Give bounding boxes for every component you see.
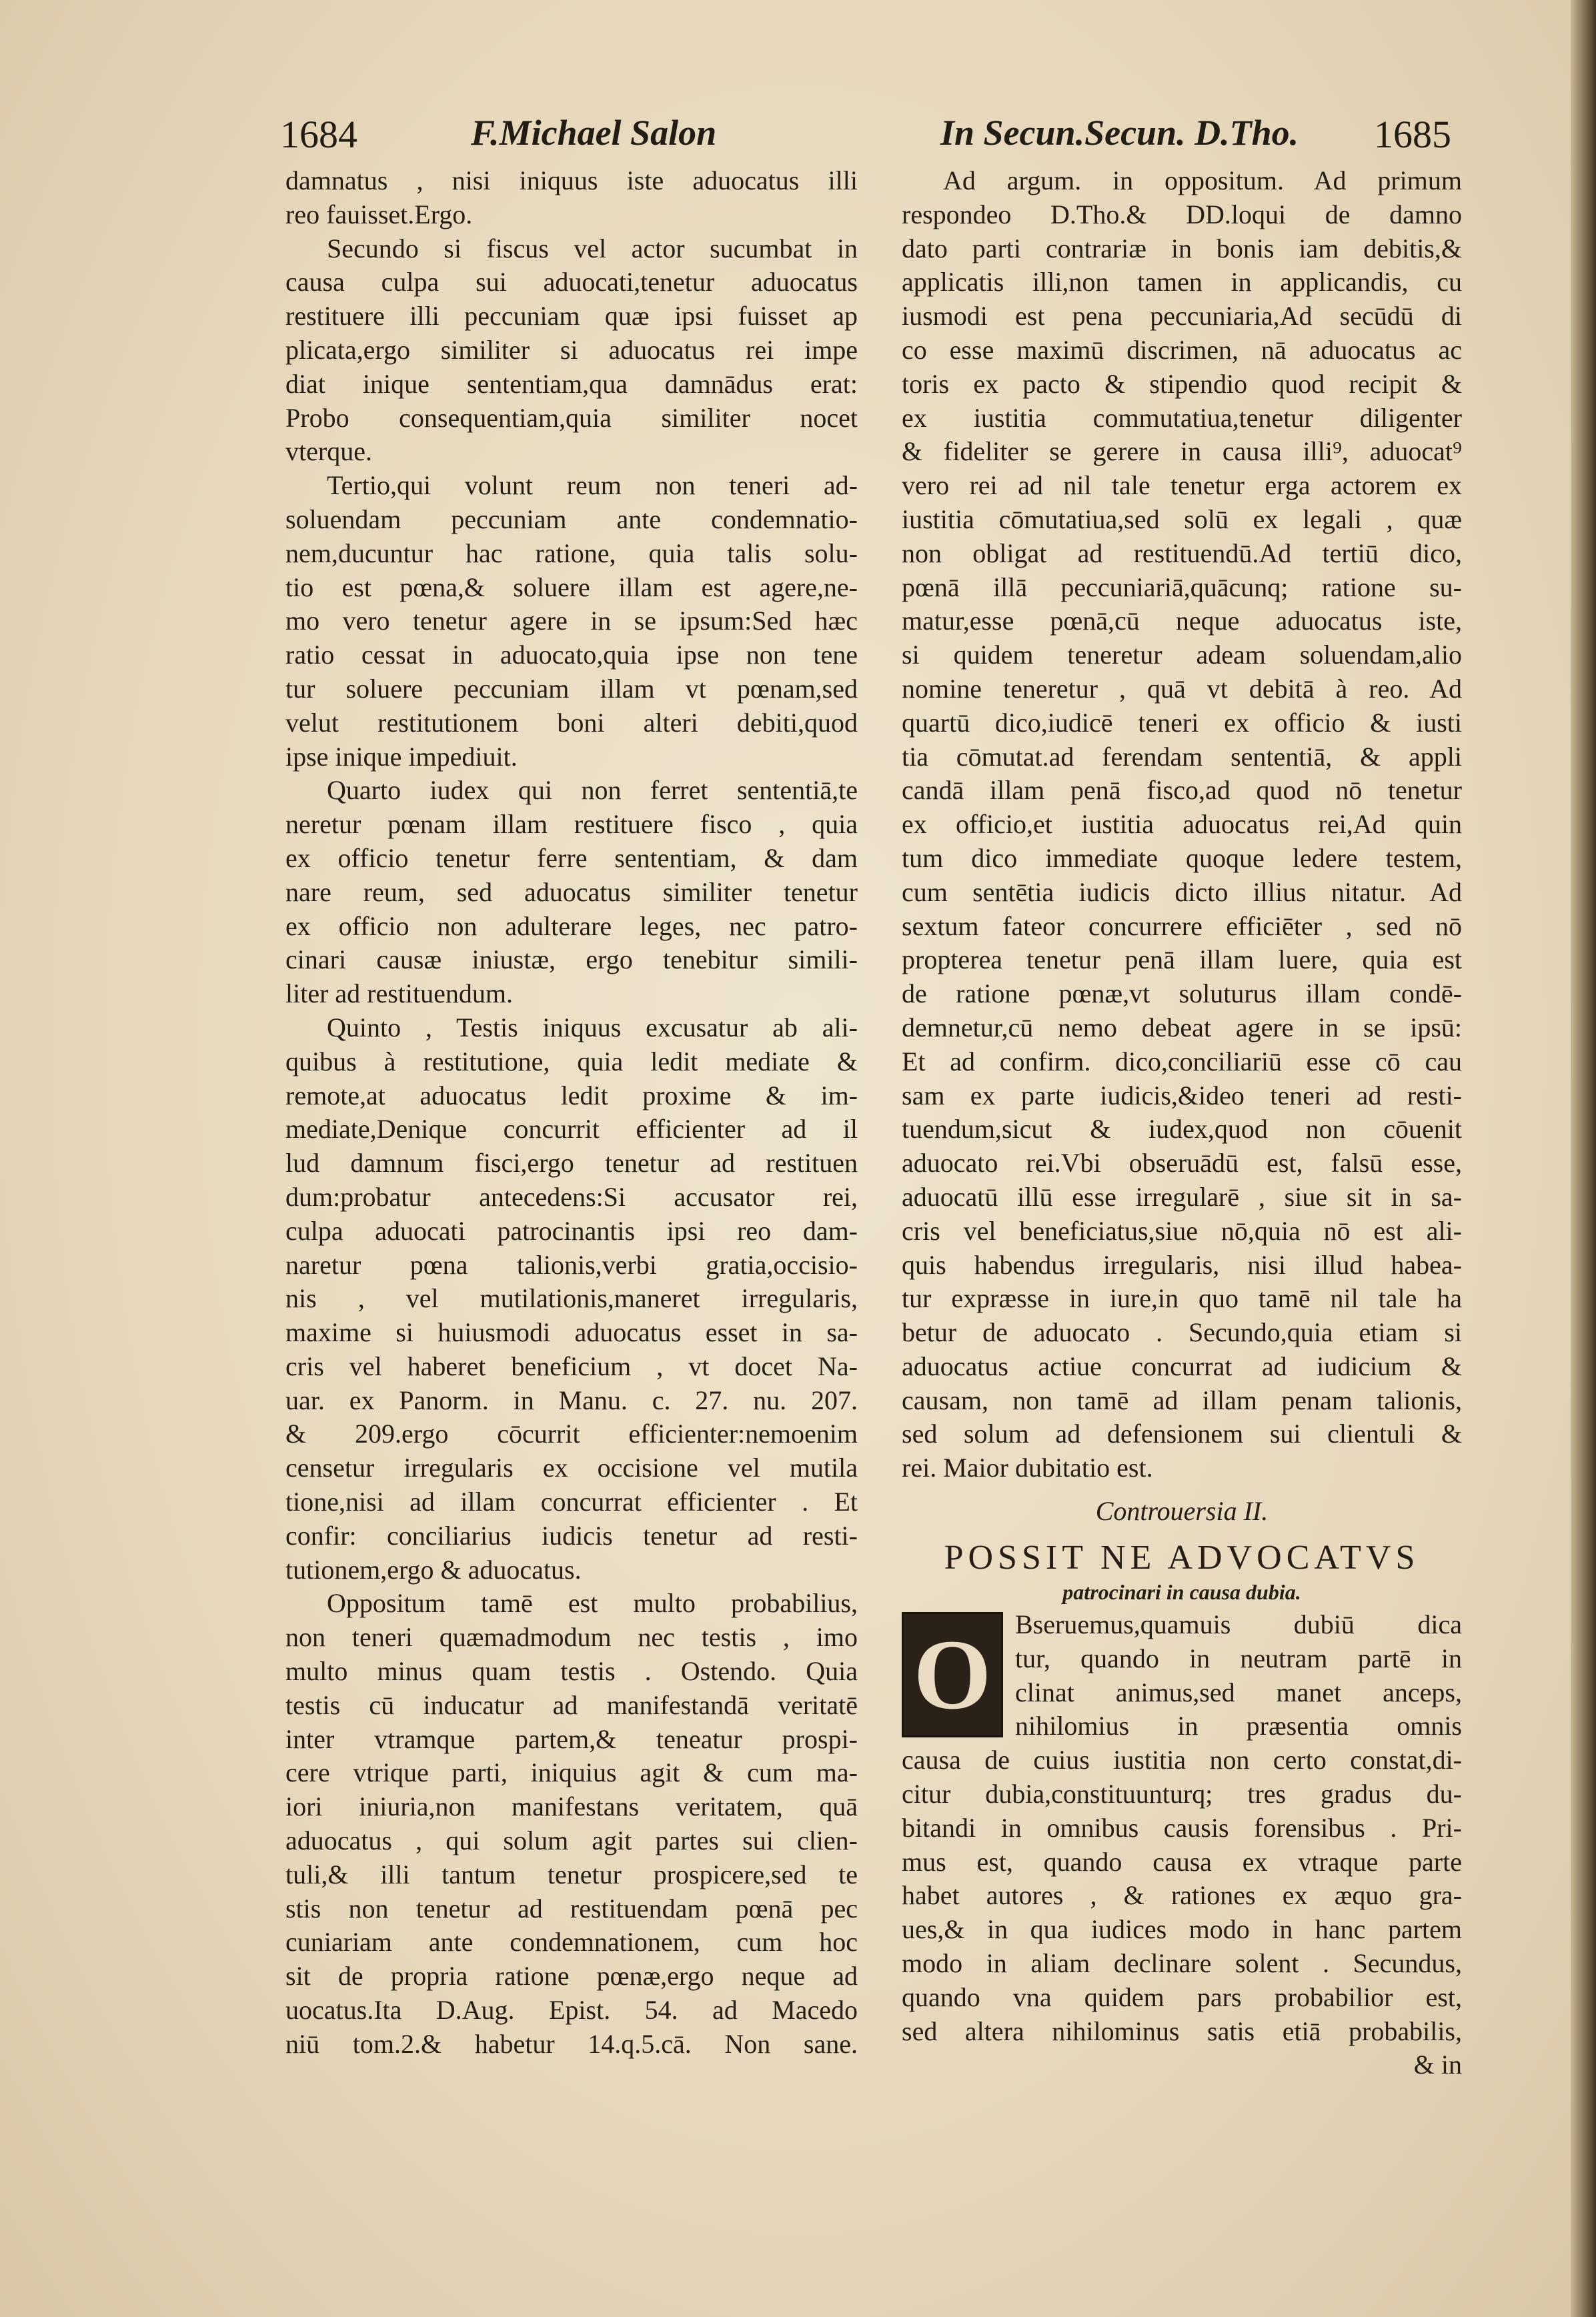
text-line: ratio cessat in aduocato,quia ipse non tene [285, 640, 858, 670]
text-line: culpa aduocati patrocinantis ipsi reo dam- [285, 1215, 858, 1246]
text-line: cuniariam ante condemnationem, cum hoc [285, 1927, 858, 1958]
text-line: tutionem,ergo & aduocatus. [285, 1554, 582, 1585]
text-line: lud damnum fisci,ergo tenetur ad restituen [285, 1148, 858, 1179]
text-line: uocatus.Ita D.Aug. Epist. 54. ad Macedo [285, 1995, 858, 2026]
text-line: causa de cuius iustitia non certo constat,di- [902, 1745, 1462, 1775]
text-line: Oppositum tamē est multo probabilius, [327, 1588, 858, 1619]
text-line: quibus à restitutione, quia ledit mediate & [285, 1046, 858, 1076]
text-line: applicatis illi,non tamen in applicandis, cu [902, 267, 1462, 297]
text-line: si quidem teneretur adeam soluendam,alio [902, 640, 1462, 670]
text-line: plicata,ergo similiter si aduocatus rei impe [285, 334, 858, 365]
text-line: ex officio non adulterare leges, nec patro- [285, 910, 858, 941]
right-column-text-a [902, 164, 1462, 1485]
text-line: sam ex parte iudicis,&ideo teneri ad resti- [902, 1080, 1462, 1110]
text-line: iusmodi est pena peccuniaria,Ad secūdū di [902, 301, 1462, 331]
text-line: remote,at aduocatus ledit proxime & im- [285, 1080, 858, 1110]
text-line: modo in aliam declinare solent . Secundus, [902, 1948, 1462, 1979]
text-line: betur de aduocato . Secundo,quia etiam si [902, 1317, 1462, 1348]
text-line: co esse maximū discrimen, nā aduocatus ac [902, 334, 1462, 365]
text-line: Bseruemus,quamuis dubiū dica [1015, 1609, 1462, 1640]
initial-letter: O [913, 1619, 992, 1731]
text-line: mediate,Denique concurrit efficienter ad il [285, 1114, 858, 1144]
text-line: toris ex pacto & stipendio quod recipit & [902, 368, 1462, 399]
text-line: habet autores , & rationes ex æquo gra- [902, 1880, 1462, 1911]
controversia-label: Controuersia II. [1095, 1496, 1269, 1527]
decorated-initial-paragraph [902, 1608, 1462, 1743]
text-line: reo fauisset.Ergo. [285, 199, 473, 229]
text-line: sit de propria ratione pœnæ,ergo neque ad [285, 1961, 858, 1992]
text-line: tio est pœna,& soluere illam est agere,ne- [285, 572, 858, 602]
section-subtitle: patrocinari in causa dubia. [1062, 1580, 1301, 1605]
text-line: non teneri quæmadmodum nec testis , imo [285, 1622, 858, 1653]
text-line: mo vero tenetur agere in se ipsum:Sed hæc [285, 606, 858, 636]
text-line: clinat animus,sed manet anceps, [1015, 1677, 1462, 1707]
text-line: tuli,& illi tantum tenetur prospicere,sed te [285, 1859, 858, 1889]
right-running-head: In Secun.Secun. D.Tho. [940, 113, 1299, 153]
text-line: non obligat ad restituendū.Ad tertiū dico, [902, 538, 1462, 568]
text-line: ex iustitia commutatiua,tenetur diligenter [902, 402, 1462, 433]
text-line: de ratione pœnæ,vt soluturus illam condē- [902, 978, 1462, 1009]
text-line: respondeo D.Tho.& DD.loqui de damno [902, 199, 1462, 229]
text-line: maxime si huiusmodi aduocatus esset in sa- [285, 1317, 858, 1348]
text-line: multo minus quam testis . Ostendo. Quia [285, 1656, 858, 1687]
text-line: causa culpa sui aduocati,tenetur aduocatus [285, 267, 858, 297]
text-line: sextum fateor concurrere efficiēter , sed nō [902, 910, 1462, 941]
text-line: tur expræsse in iure,in quo tamē nil tale ha [902, 1283, 1462, 1314]
text-line: cris vel haberet beneficium , vt docet Na- [285, 1351, 858, 1381]
text-line: dato parti contrariæ in bonis iam debitis,& [902, 233, 1462, 263]
text-line: neretur pœnam illam restituere fisco , quia [285, 809, 858, 840]
text-line: soluendam peccuniam ante condemnatio- [285, 504, 858, 534]
text-line: quando vna quidem pars probabilior est, [902, 1982, 1462, 2012]
text-line: aduocatus , qui solum agit partes sui clien- [285, 1825, 858, 1856]
catchword: & in [1413, 2050, 1462, 2080]
text-line: Secundo si fiscus vel actor sucumbat in [327, 233, 858, 263]
text-line: ex officio,et iustitia aduocatus rei,Ad quin [902, 809, 1462, 840]
text-line: inter vtramque partem,& teneatur prospi- [285, 1723, 858, 1754]
text-line: censetur irregularis ex occisione vel mutila [285, 1453, 858, 1483]
text-line: sed altera nihilominus satis etiā probabilis, [902, 2016, 1462, 2046]
right-folio-number: 1685 [1374, 113, 1451, 156]
text-line: stis non tenetur ad restituendam pœnā pec [285, 1893, 858, 1923]
text-line: cinari causæ iniustæ, ergo tenebitur simili- [285, 944, 858, 975]
text-line: propterea tenetur penā illam luere, quia est [902, 944, 1462, 975]
text-line: demnetur,cū nemo debeat agere in se ipsū: [902, 1012, 1462, 1042]
text-line: nis , vel mutilationis,maneret irregularis, [285, 1283, 858, 1314]
text-line: tur, quando in neutram partē in [1015, 1643, 1462, 1673]
text-line: cum sentētia iudicis dicto illius nitatur. Ad [902, 876, 1462, 907]
text-line: nihilomius in præsentia omnis [1015, 1711, 1462, 1741]
text-line: naretur pœna talionis,verbi gratia,occisio- [285, 1249, 858, 1280]
text-line: citur dubia,constituunturq; tres gradus du- [902, 1779, 1462, 1809]
text-line: tione,nisi ad illam concurrat efficienter . Et [285, 1487, 858, 1517]
text-line: matur,esse pœnā,cū neque aduocatus iste, [902, 606, 1462, 636]
text-line: nem,ducuntur hac ratione, quia talis solu- [285, 538, 858, 568]
text-line: niū tom.2.& habetur 14.q.5.cā. Non sane. [285, 2028, 858, 2059]
decorated-initial-o-icon [902, 1612, 1003, 1737]
text-line: vero rei ad nil tale tenetur erga actorem ex [902, 470, 1462, 501]
text-line: tia cōmutat.ad ferendam sententiā, & appli [902, 741, 1462, 772]
text-line: nomine teneretur , quā vt debitā à reo. Ad [902, 673, 1462, 704]
text-line: bitandi in omnibus causis forensibus . Pri- [902, 1812, 1462, 1843]
text-line: uar. ex Panorm. in Manu. c. 27. nu. 207. [285, 1385, 858, 1415]
text-line: causam, non tamē ad illam penam talionis, [902, 1385, 1462, 1415]
text-line: iustitia cōmutatiua,sed solū ex legali , quæ [902, 504, 1462, 534]
text-line: testis cū inducatur ad manifestandā veritatē [285, 1689, 858, 1720]
text-line: ues,& in qua iudices modo in hanc partem [902, 1914, 1462, 1945]
text-line: vterque. [285, 436, 372, 467]
text-line: ipse inique impediuit. [285, 741, 518, 772]
text-line: tuendum,sicut & iudex,quod non cōuenit [902, 1114, 1462, 1144]
text-line: aduocatū illū esse irregularē , siue sit in sa- [902, 1181, 1462, 1212]
text-line: nare reum, sed aduocatus similiter tenetur [285, 876, 858, 907]
text-line: aduocato rei.Vbi obseruādū est, falsū esse, [902, 1148, 1462, 1179]
text-line: Et ad confirm. dico,conciliariū esse cō cau [902, 1046, 1462, 1076]
text-line: sed solum ad defensionem sui clientuli & [902, 1419, 1462, 1449]
text-line: tum dico immediate quoque ledere testem, [902, 842, 1462, 873]
text-line: Probo consequentiam,quia similiter nocet [285, 402, 858, 433]
text-line: cere vtrique parti, iniquius agit & cum ma- [285, 1757, 858, 1788]
text-line: Ad argum. in oppositum. Ad primum [943, 165, 1462, 195]
right-column-text-b [902, 1743, 1462, 2048]
text-line: cris vel beneficiatus,siue nō,quia nō est ali- [902, 1215, 1462, 1246]
text-line: & fideliter se gerere in causa illi⁹, aduocat⁹ [902, 436, 1462, 467]
section-title: POSSIT NE ADVOCATVS [944, 1539, 1420, 1577]
text-line: tur soluere peccuniam illam vt pœnam,sed [285, 673, 858, 704]
text-line: confir: conciliarius iudicis tenetur ad resti- [285, 1520, 858, 1551]
text-line: rei. Maior dubitatio est. [902, 1453, 1153, 1483]
text-line: liter ad restituendum. [285, 978, 514, 1009]
text-line: dum:probatur antecedens:Si accusator rei, [285, 1181, 858, 1212]
text-line: diat inique sententiam,qua damnādus erat: [285, 368, 858, 399]
book-gutter [1571, 0, 1596, 2317]
text-line: pœnā illā peccuniariā,quācunq; ratione su- [902, 572, 1462, 602]
text-line: iori iniuria,non manifestans veritatem, quā [285, 1791, 858, 1822]
left-running-head: F.Michael Salon [471, 113, 717, 153]
left-folio-number: 1684 [280, 113, 357, 156]
text-line: ex officio tenetur ferre sententiam, & dam [285, 842, 858, 873]
text-line: & 209.ergo cōcurrit efficienter:nemoenim [285, 1419, 858, 1449]
text-line: quartū dico,iudicē teneri ex officio & iusti [902, 707, 1462, 738]
text-line: Quinto , Testis iniquus excusatur ab ali- [327, 1012, 858, 1042]
text-line: restituere illi peccuniam quæ ipsi fuisset ap [285, 301, 858, 331]
text-line: aduocatus actiue concurrat ad iudicium & [902, 1351, 1462, 1381]
text-line: candā illam penā fisco,ad quod nō tenetur [902, 775, 1462, 806]
right-column [902, 164, 1462, 2082]
text-line: quis habendus irregularis, nisi illud habea- [902, 1249, 1462, 1280]
text-line: velut restitutionem boni alteri debiti,quod [285, 707, 858, 738]
text-line: damnatus , nisi iniquus iste aduocatus illi [285, 165, 858, 195]
text-line: Tertio,qui volunt reum non teneri ad- [327, 470, 858, 501]
text-line: Quarto iudex qui non ferret sententiā,te [327, 775, 858, 806]
text-line: mus est, quando causa ex vtraque parte [902, 1846, 1462, 1877]
left-column [285, 164, 858, 2062]
